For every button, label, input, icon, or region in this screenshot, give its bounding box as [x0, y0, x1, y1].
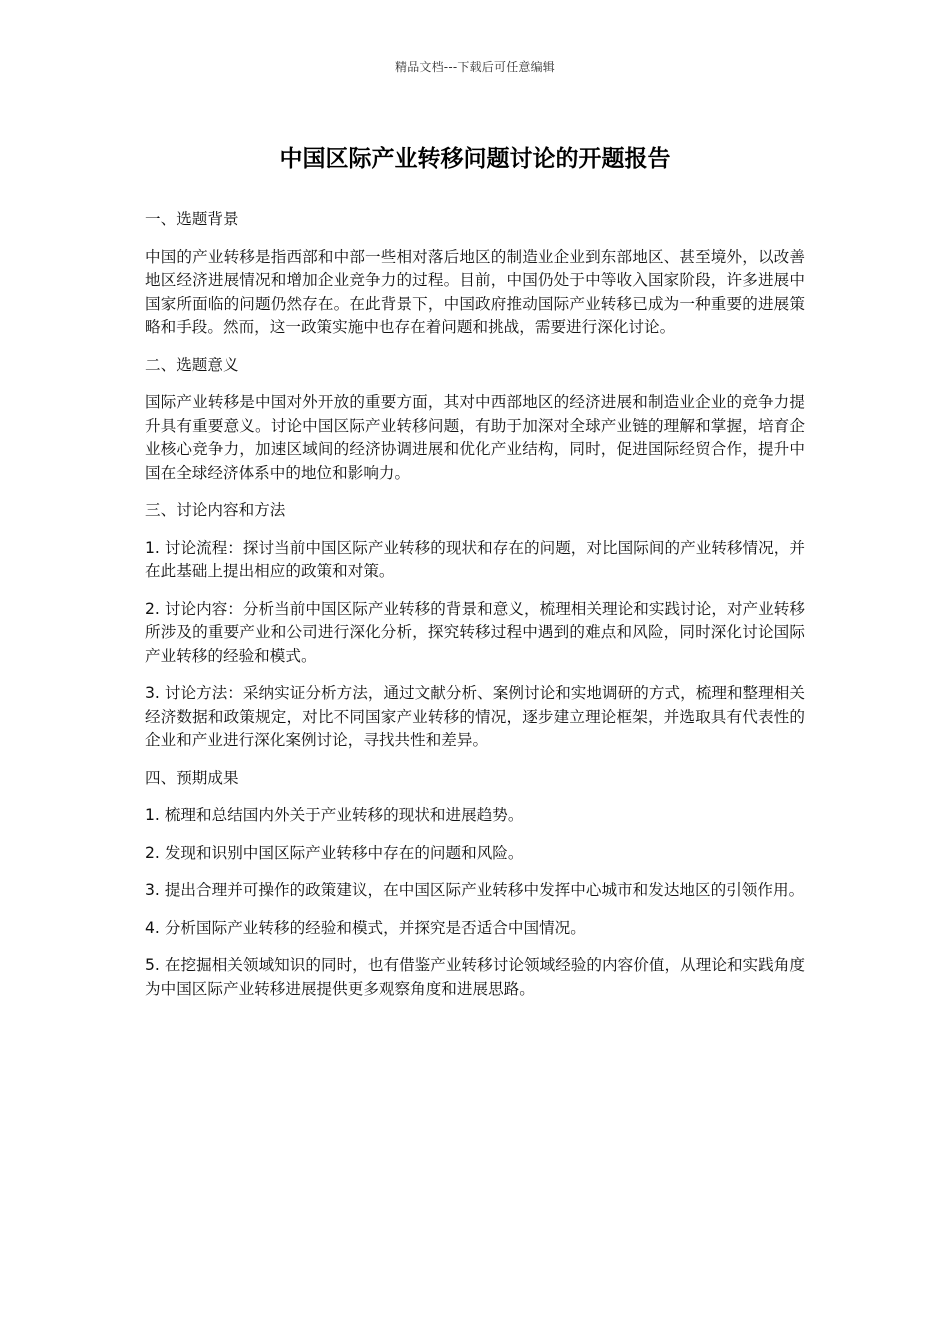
- outcome-item: 2. 发现和识别中国区际产业转移中存在的问题和风险。: [145, 843, 524, 862]
- page-header: 精品文档---下载后可任意编辑: [395, 60, 555, 74]
- methods-item: 3. 讨论方法：采纳实证分析方法，通过文献分析、案例讨论和实地调研的方式，梳理和整理相关经济数据和政策规定，对比不同国家产业转移的情况，逐步建立理论框架，并选取具有代表性的企业和产业进行深化案例讨论，寻找共性和差异。: [145, 684, 805, 749]
- section-heading-background: 一、选题背景: [145, 210, 239, 228]
- methods-item: 2. 讨论内容：分析当前中国区际产业转移的背景和意义，梳理相关理论和实践讨论，对产业转移所涉及的重要产业和公司进行深化分析，探究转移过程中遇到的难点和风险，同时深化讨论国际产业转移的经验和模式。: [145, 599, 805, 665]
- outcome-item: 5. 在挖掘相关领域知识的同时，也有借鉴产业转移讨论领域经验的内容价值，从理论和实践角度为中国区际产业转移进展提供更多观察角度和进展思路。: [145, 956, 805, 998]
- section-heading-outcomes: 四、预期成果: [145, 768, 239, 787]
- document-body: [145, 208, 805, 1015]
- paragraph-background: 中国的产业转移是指西部和中部一些相对落后地区的制造业企业到东部地区、甚至境外，以改善地区经济进展情况和增加企业竞争力的过程。目前，中国仍处于中等收入国家阶段，许多进展中国家所面临的问题仍然存在。在此背景下，中国政府推动国际产业转移已成为一种重要的进展策略和手段。然而，这一政策实施中也存在着问题和挑战，需要进行深化讨论。: [145, 247, 805, 336]
- paragraph-significance: 国际产业转移是中国对外开放的重要方面，其对中西部地区的经济进展和制造业企业的竞争力提升具有重要意义。讨论中国区际产业转移问题，有助于加深对全球产业链的理解和掌握，培育企业核心竞争力，加速区域间的经济协调进展和优化产业结构，同时，促进国际经贸合作，提升中国在全球经济体系中的地位和影响力。: [145, 393, 805, 482]
- outcome-item: 1. 梳理和总结国内外关于产业转移的现状和进展趋势。: [145, 806, 524, 824]
- outcome-item: 3. 提出合理并可操作的政策建议，在中国区际产业转移中发挥中心城市和发达地区的引领作用。: [145, 881, 805, 899]
- document-title: 中国区际产业转移问题讨论的开题报告: [279, 146, 671, 172]
- outcome-item: 4. 分析国际产业转移的经验和模式，并探究是否适合中国情况。: [145, 918, 586, 937]
- methods-item: 1. 讨论流程：探讨当前中国区际产业转移的现状和存在的问题，对比国际间的产业转移情况，并在此基础上提出相应的政策和对策。: [145, 538, 805, 580]
- section-heading-methods: 三、讨论内容和方法: [145, 501, 286, 519]
- section-heading-significance: 二、选题意义: [145, 355, 239, 374]
